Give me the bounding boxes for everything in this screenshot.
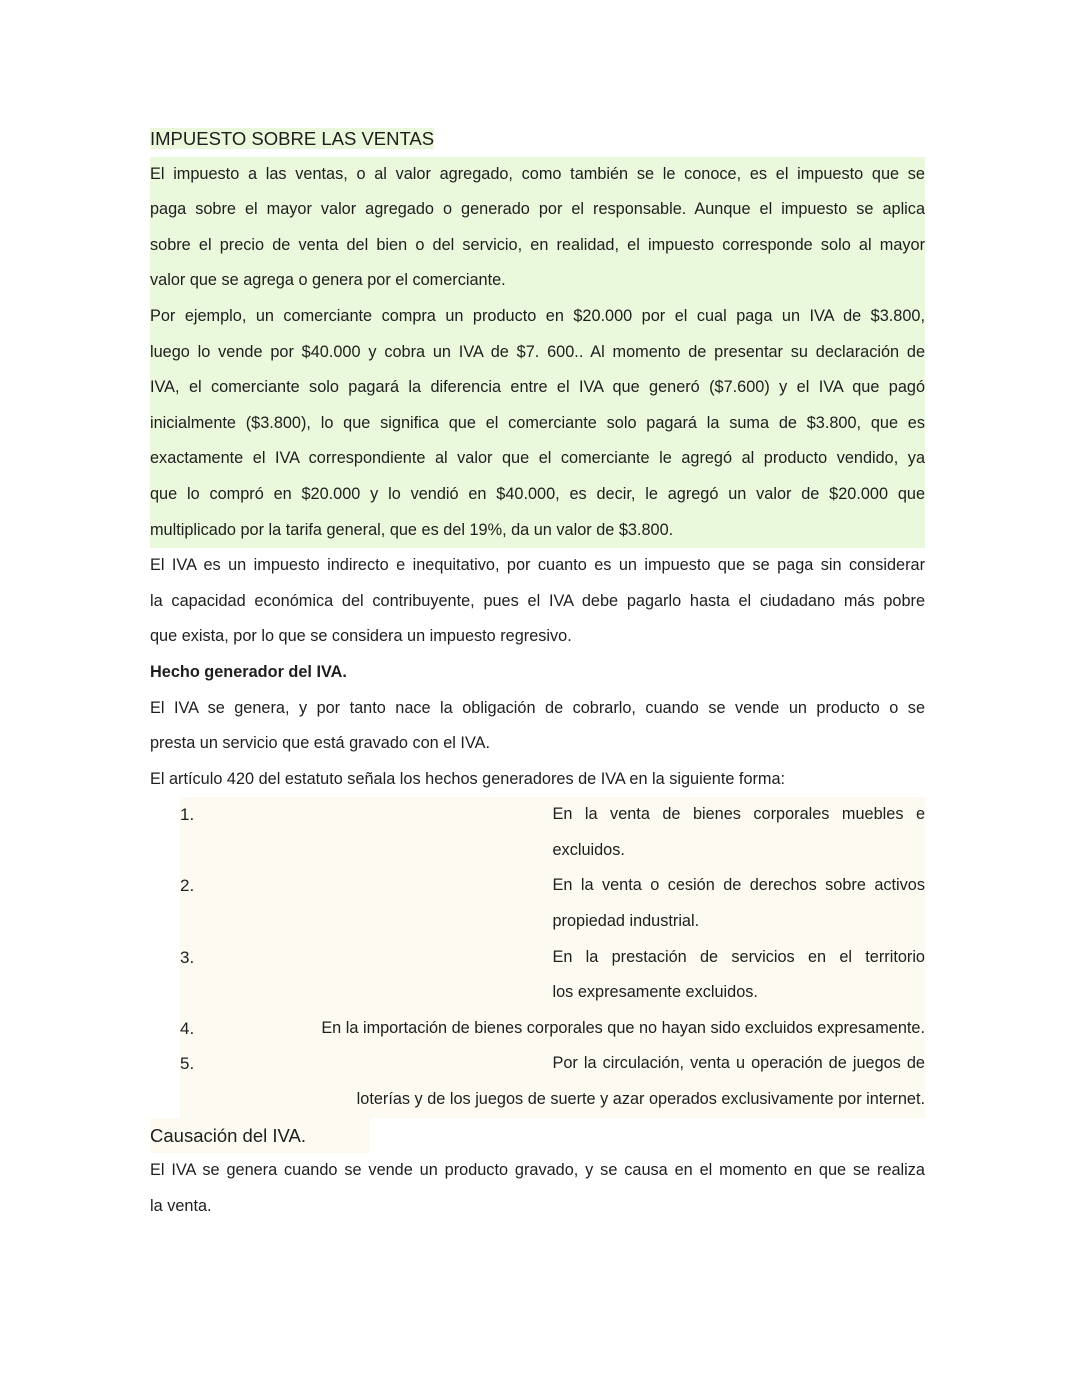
- text-line: IVA, el comerciante solo pagará la diferencia entre el IVA que generó ($7.600) y el IVA que pagó: [150, 370, 925, 406]
- hechos-generadores-list: [180, 797, 925, 1117]
- text-line: En la venta de bienes corporales muebles e: [552, 805, 925, 824]
- list-item: [180, 1046, 925, 1082]
- list-item: [180, 1011, 925, 1047]
- text-line: El IVA se genera, y por tanto nace la obligación de cobrarlo, cuando se vende un producto o se: [150, 698, 925, 717]
- text-line: En la venta o cesión de derechos sobre activos: [552, 876, 925, 895]
- list-item: [180, 833, 925, 869]
- text-line: que exista, por lo que se considera un impuesto regresivo.: [150, 627, 572, 646]
- section-heading-hecho-generador: Hecho generador del IVA.: [150, 662, 347, 681]
- text-line: En la importación de bienes corporales que no hayan sido excluidos expresamente.: [321, 1018, 925, 1037]
- text-line: exactamente el IVA correspondiente al valor que el comerciante le agregó al producto vendido, ya: [150, 441, 925, 477]
- list-number: 5.: [180, 1054, 195, 1074]
- document-body: [150, 121, 925, 1224]
- section-heading-causacion: Causación del IVA.: [150, 1118, 370, 1154]
- list-number: 2.: [180, 876, 195, 896]
- list-item: [180, 797, 925, 833]
- paragraph-regressive: [150, 548, 925, 655]
- paragraph-articulo-420: El artículo 420 del estatuto señala los hechos generadores de IVA en la siguiente forma:: [150, 769, 786, 788]
- list-number: 4.: [180, 1018, 195, 1038]
- paragraph-hecho-generador: [150, 691, 925, 762]
- document-title: IMPUESTO SOBRE LAS VENTAS: [150, 128, 435, 149]
- list-number: [180, 1082, 357, 1118]
- text-line: la capacidad económica del contribuyente, pues el IVA debe pagarlo hasta el ciudadano más pobre: [150, 591, 925, 610]
- paragraph-definition: [150, 157, 925, 299]
- list-item: [180, 1082, 925, 1118]
- text-line: En la prestación de servicios en el territorio: [552, 947, 925, 966]
- text-line: Por la circulación, venta u operación de juegos de: [552, 1054, 925, 1073]
- list-number: [180, 833, 553, 869]
- paragraph-example: [150, 299, 925, 548]
- list-item: [180, 904, 925, 940]
- text-line: la venta.: [150, 1196, 212, 1215]
- text-line: sobre el precio de venta del bien o del servicio, en realidad, el impuesto corresponde solo al mayor: [150, 228, 925, 264]
- list-number: 1.: [180, 805, 195, 825]
- text-line: excluidos.: [552, 840, 625, 859]
- list-number: [180, 904, 553, 940]
- text-line: multiplicado por la tarifa general, que es del 19%, da un valor de $3.800.: [150, 513, 925, 549]
- list-item: [180, 868, 925, 904]
- text-line: El IVA se genera cuando se vende un producto gravado, y se causa en el momento en que se realiza: [150, 1161, 925, 1180]
- text-line: que lo compró en $20.000 y lo vendió en $40.000, es decir, le agregó un valor de $20.000 que: [150, 477, 925, 513]
- text-line: paga sobre el mayor valor agregado o generado por el responsable. Aunque el impuesto se aplica: [150, 192, 925, 228]
- list-item: [180, 975, 925, 1011]
- text-line: loterías y de los juegos de suerte y azar operados exclusivamente por internet.: [356, 1090, 925, 1109]
- text-line: los expresamente excluidos.: [552, 983, 758, 1002]
- text-line: valor que se agrega o genera por el comerciante.: [150, 263, 925, 299]
- list-number: 3.: [180, 947, 195, 967]
- list-number: [180, 975, 553, 1011]
- paragraph-causacion: [150, 1153, 925, 1224]
- text-line: luego lo vende por $40.000 y cobra un IVA de $7. 600.. Al momento de presentar su declaración de: [150, 335, 925, 371]
- text-line: propiedad industrial.: [552, 912, 700, 931]
- document-title: [150, 121, 925, 157]
- text-line: presta un servicio que está gravado con el IVA.: [150, 734, 490, 753]
- text-line: inicialmente ($3.800), lo que significa que el comerciante solo pagará la suma de $3.800, que es: [150, 406, 925, 442]
- list-item: [180, 940, 925, 976]
- text-line: El impuesto a las ventas, o al valor agregado, como también se le conoce, es el impuesto que se: [150, 157, 925, 193]
- text-line: El IVA es un impuesto indirecto e inequitativo, por cuanto es un impuesto que se paga sin considerar: [150, 556, 925, 575]
- text-line: Por ejemplo, un comerciante compra un producto en $20.000 por el cual paga un IVA de $3.800,: [150, 299, 925, 335]
